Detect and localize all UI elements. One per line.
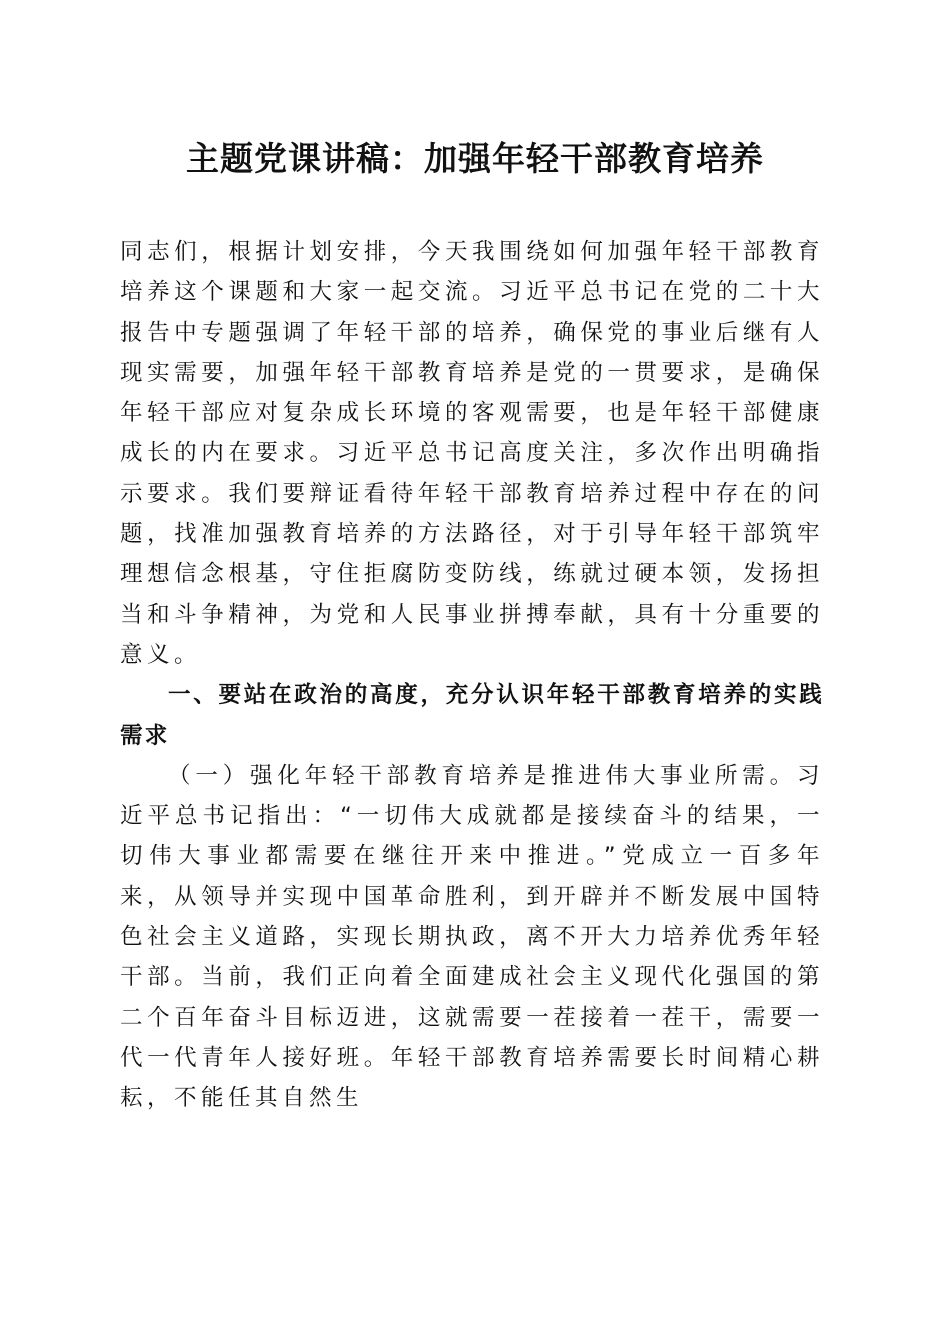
document-body (120, 232, 824, 1119)
section-1-heading: 一、要站在政治的高度，充分认识年轻干部教育培养的实践需求 (120, 682, 824, 749)
document-title: 主题党课讲稿：加强年轻干部教育培养 (186, 139, 764, 178)
section-1-paragraph-1: （一）强化年轻干部教育培养是推进伟大事业所需。习近平总书记指出：“一切伟大成就都是接续奋斗的结果，一切伟大事业都需要在继往开来中推进。”党成立一百多年来，从领导并实现中国革命胜利，到开辟并不断发展中国特色社会主义道路，实现长期执政，离不开大力培养优秀年轻干部。当前，我们正向着全面建成社会主义现代化强国的第二个百年奋斗目标迈进，这就需要一茬接着一茬干，需要一代一代青年人接好班。年轻干部教育培养需要长时间精心耕耘，不能任其自然生 (120, 762, 824, 1112)
intro-paragraph: 同志们，根据计划安排，今天我围绕如何加强年轻干部教育培养这个课题和大家一起交流。习近平总书记在党的二十大报告中专题强调了年轻干部的培养，确保党的事业后继有人现实需要，加强年轻干部教育培养是党的一贯要求，是确保年轻干部应对复杂成长环境的客观需要，也是年轻干部健康成长的内在要求。习近平总书记高度关注，多次作出明确指示要求。我们要辩证看待年轻干部教育培养过程中存在的问题，找准加强教育培养的方法路径，对于引导年轻干部筑牢理想信念根基，守住拒腐防变防线，练就过硬本领，发扬担当和斗争精神，为党和人民事业拼搏奉献，具有十分重要的意义。 (120, 239, 824, 668)
